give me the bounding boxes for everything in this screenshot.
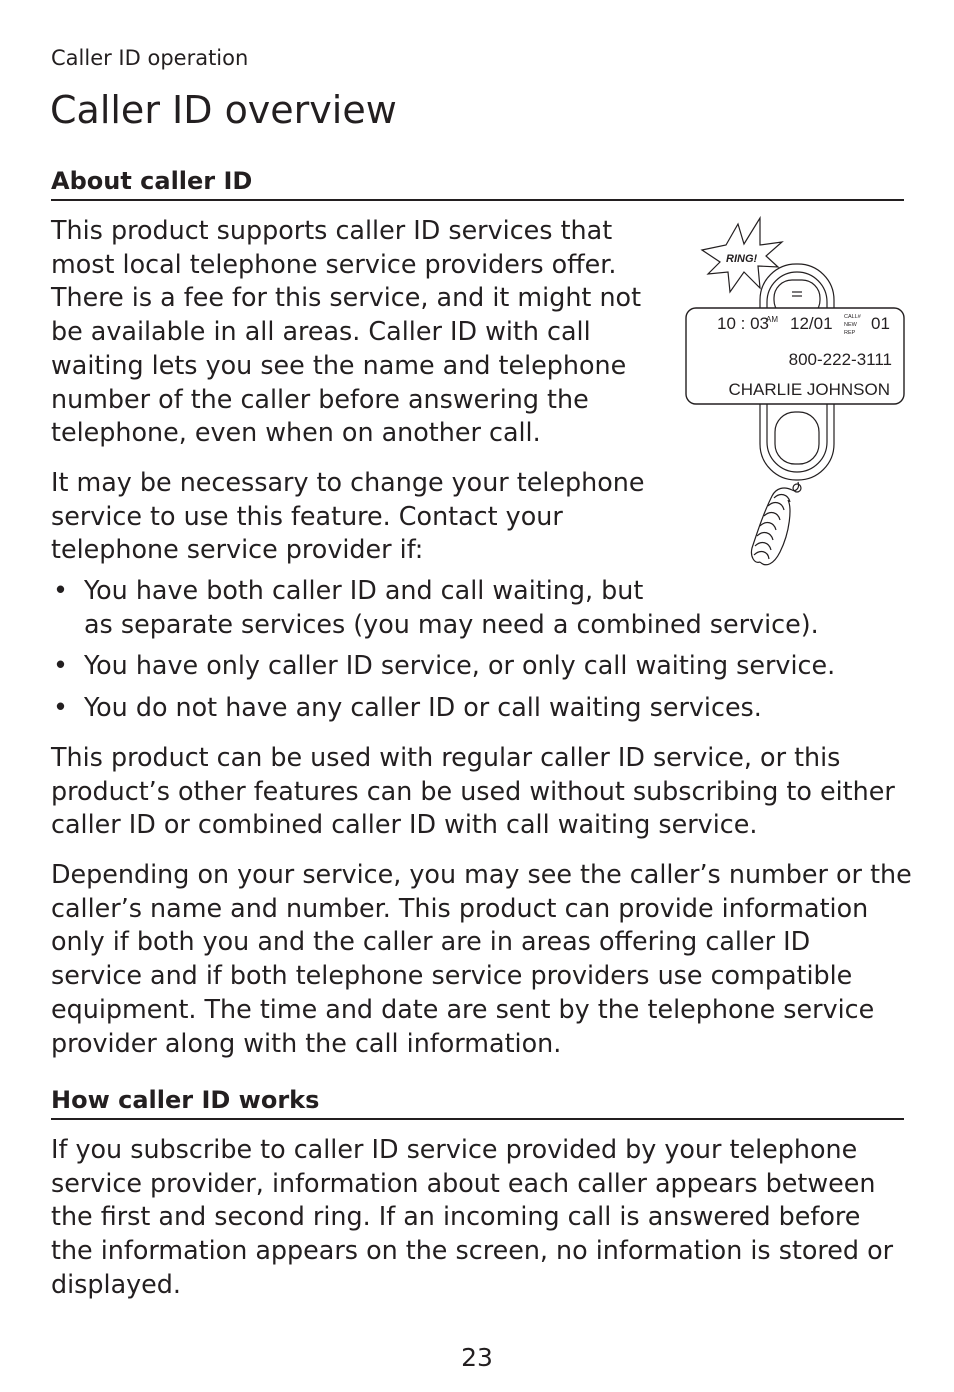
text-line: the first and second ring. If an incoming call is answered before: [51, 1201, 861, 1232]
text-line: You do not have any caller ID or call waiting services.: [84, 692, 762, 723]
text-line: service provider, information about each caller appears between: [51, 1167, 876, 1198]
text-line: the information appears on the screen, no information is stored or: [51, 1235, 894, 1266]
text-line: provider along with the call information.: [51, 1027, 562, 1058]
text-line: This product can be used with regular caller ID service, or this: [51, 742, 841, 772]
text-line: only if both you and the caller are in areas offering caller ID: [51, 926, 811, 957]
text-line: displayed.: [51, 1268, 181, 1299]
text-line: caller’s name and number. This product can provide information: [51, 892, 869, 923]
subheading-how-caller-id-works: How caller ID works: [51, 1086, 904, 1120]
list-item: [51, 574, 835, 641]
list-item: [51, 649, 835, 683]
text-line: number of the caller before answering the: [51, 383, 589, 414]
bullet-list: [51, 574, 835, 725]
page-number: 23: [461, 1343, 493, 1372]
text-line: You have both caller ID and call waiting, but: [84, 575, 644, 605]
text-line: You have only caller ID service, or only call waiting service.: [84, 650, 836, 681]
bullet-icon: •: [53, 575, 68, 605]
text-line: product’s other features can be used without subscribing to either: [51, 775, 895, 806]
ring-label: RING!: [726, 253, 758, 265]
text-line: telephone service provider if:: [51, 534, 424, 565]
page-title: Caller ID overview: [50, 88, 397, 132]
coiled-cord-icon: [751, 482, 801, 565]
text-line: service and if both telephone service providers use compatible: [51, 960, 853, 991]
text-line: caller ID or combined caller ID with call waiting service.: [51, 809, 758, 840]
section-label: Caller ID operation: [51, 46, 249, 70]
lcd-indicator-rep: REP: [844, 330, 856, 336]
paragraph-about-2: [51, 466, 645, 567]
text-line: There is a fee for this service, and it might not: [51, 282, 642, 313]
paragraph-about-1: [51, 214, 641, 450]
text-line: waiting lets you see the name and telephone: [51, 349, 627, 380]
text-line: telephone, even when on another call.: [51, 417, 541, 448]
telephone-caller-id-illustration: [680, 212, 910, 572]
text-line: It may be necessary to change your telephone: [51, 467, 645, 497]
text-line: equipment. The time and date are sent by the telephone service: [51, 993, 875, 1024]
text-line: be available in all areas. Caller ID with call: [51, 316, 591, 347]
lcd-indicator-call: CALL#: [844, 314, 861, 320]
lcd-date: 12/01: [790, 314, 833, 333]
bullet-icon: •: [53, 692, 68, 723]
text-line: as separate services (you may need a combined service).: [84, 608, 819, 639]
list-item: [51, 691, 835, 725]
lcd-am-indicator: AM: [766, 315, 778, 324]
text-line: most local telephone service providers offer.: [51, 248, 617, 279]
text-line: Depending on your service, you may see the caller’s number or the: [51, 859, 912, 889]
paragraph-about-4: [51, 858, 912, 1060]
paragraph-how-1: [51, 1133, 893, 1302]
text-line: If you subscribe to caller ID service provided by your telephone: [51, 1134, 858, 1164]
text-line: service to use this feature. Contact your: [51, 500, 563, 531]
lcd-caller-name: CHARLIE JOHNSON: [728, 380, 890, 399]
bullet-icon: •: [53, 650, 68, 681]
paragraph-about-3: [51, 741, 895, 842]
lcd-indicator-new: NEW: [844, 322, 857, 328]
lcd-caller-number: 800-222-3111: [788, 350, 892, 369]
subheading-about-caller-id: About caller ID: [51, 167, 904, 201]
text-line: This product supports caller ID services that: [51, 215, 613, 245]
lcd-time: 10 : 03: [717, 314, 769, 333]
lcd-call-count: 01: [871, 314, 890, 333]
